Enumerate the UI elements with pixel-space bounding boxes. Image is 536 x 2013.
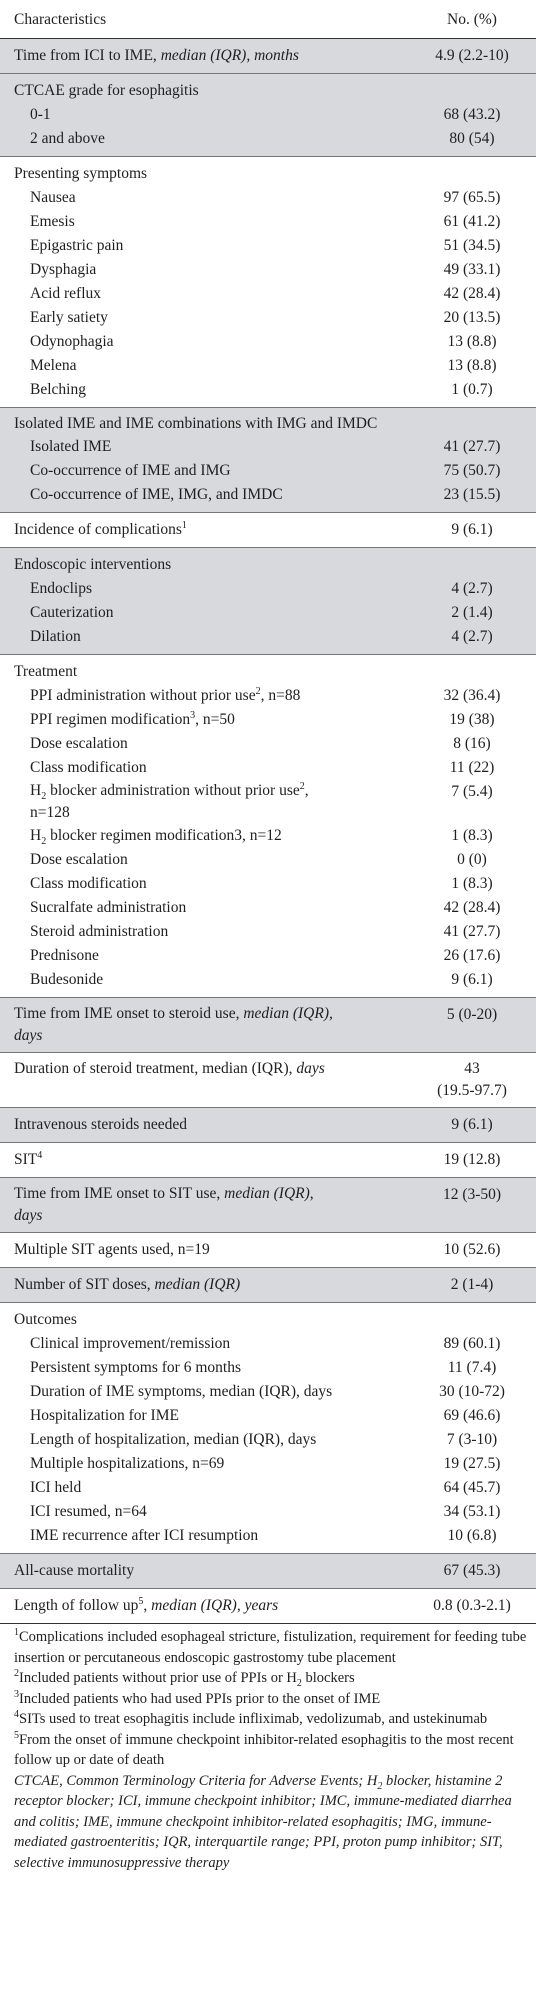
row-value: 34 (53.1) bbox=[443, 1503, 501, 1520]
table-row bbox=[0, 513, 536, 548]
row-label: Cauterization bbox=[30, 604, 114, 621]
table-row bbox=[0, 824, 536, 848]
footnote-2: $^2$Included patients without prior use of PPIs or $H_2$ blockers bbox=[14, 1668, 355, 1689]
row-value: 19 (27.5) bbox=[443, 1455, 501, 1472]
row-label: Intravenous steroids needed bbox=[0, 1108, 416, 1143]
table-row bbox=[0, 39, 536, 74]
row-label: Multiple hospitalizations, n=69 bbox=[30, 1455, 225, 1472]
table-row bbox=[0, 1053, 536, 1108]
table-row bbox=[0, 944, 536, 968]
row-value: 43 (19.5-97.7) bbox=[416, 1053, 536, 1108]
row-label: Endoclips bbox=[30, 580, 92, 597]
group-title: Endoscopic interventions bbox=[0, 548, 416, 578]
table-row bbox=[0, 1524, 536, 1554]
header-characteristics: Characteristics bbox=[0, 0, 416, 39]
row-label: Isolated IME bbox=[30, 438, 112, 455]
row-label: ICI held bbox=[30, 1479, 82, 1496]
table-row bbox=[0, 756, 536, 780]
row-value: 69 (46.6) bbox=[443, 1407, 501, 1424]
row-value: 41 (27.7) bbox=[416, 435, 536, 459]
table-row bbox=[0, 1476, 536, 1500]
row-label: Emesis bbox=[30, 213, 75, 230]
row-label: Co-occurrence of IME and IMG bbox=[30, 462, 231, 479]
row-label: Melena bbox=[30, 357, 77, 374]
row-value: 89 (60.1) bbox=[443, 1335, 501, 1352]
table-row bbox=[0, 1303, 536, 1333]
row-value: 20 (13.5) bbox=[443, 309, 501, 326]
row-label: Length of hospitalization, median (IQR), days bbox=[30, 1431, 317, 1448]
row-label: SIT$^4$ bbox=[0, 1143, 416, 1178]
table-row bbox=[0, 655, 536, 685]
row-label: $H_2$ blocker regimen modification3, n=12 bbox=[30, 827, 282, 848]
table-row bbox=[0, 103, 536, 127]
row-label: Budesonide bbox=[30, 971, 104, 988]
row-label: Belching bbox=[30, 381, 86, 398]
table-row bbox=[0, 1404, 536, 1428]
row-label: Class modification bbox=[30, 759, 147, 776]
table-row bbox=[0, 1143, 536, 1178]
row-value: 51 (34.5) bbox=[443, 237, 501, 254]
row-value: 4 (2.7) bbox=[416, 625, 536, 655]
row-value: 1 (8.3) bbox=[451, 875, 493, 892]
row-value: 32 (36.4) bbox=[443, 687, 501, 704]
table-row bbox=[0, 1178, 536, 1233]
table-row bbox=[0, 1589, 536, 1624]
row-value: 41 (27.7) bbox=[443, 923, 501, 940]
table-row bbox=[0, 896, 536, 920]
row-value: 9 (6.1) bbox=[416, 1108, 536, 1143]
row-value: 10 (6.8) bbox=[447, 1527, 497, 1544]
footnote-1: $^1$Complications included esophageal stricture, fistulization, requirement for feeding tube insertion or percutaneous endoscopic gastrostomy tube placement bbox=[14, 1627, 527, 1666]
table-row bbox=[0, 186, 536, 210]
table-row bbox=[0, 708, 536, 732]
group-title: Isolated IME and IME combinations with IMG and IMDC bbox=[0, 408, 416, 436]
row-label: IME recurrence after ICI resumption bbox=[30, 1527, 259, 1544]
table-row bbox=[0, 968, 536, 998]
table-row bbox=[0, 1428, 536, 1452]
table-row bbox=[0, 459, 536, 483]
row-label: Length of follow $up^5$, median (IQR), years bbox=[0, 1589, 416, 1624]
footnote-5: $^5$From the onset of immune checkpoint inhibitor-related esophagitis to the most recent follow up or date of death bbox=[14, 1729, 514, 1768]
row-value: 13 (8.8) bbox=[447, 333, 497, 350]
row-label: PPI administration without prior use$^2$, n=88 bbox=[30, 685, 301, 704]
row-label: 0-1 bbox=[30, 106, 51, 123]
row-value: 2 (1-4) bbox=[416, 1268, 536, 1303]
table-row bbox=[0, 127, 536, 157]
row-label: Number of SIT doses, median (IQR) bbox=[0, 1268, 416, 1303]
table-row bbox=[0, 780, 536, 824]
row-label: Dysphagia bbox=[30, 261, 97, 278]
row-value: 75 (50.7) bbox=[416, 459, 536, 483]
row-label: Odynophagia bbox=[30, 333, 114, 350]
row-value: 61 (41.2) bbox=[443, 213, 501, 230]
row-label: Duration of steroid treatment, median (IQR), days bbox=[0, 1053, 416, 1108]
table-row bbox=[0, 1332, 536, 1356]
header-number-percent: No. (%) bbox=[416, 0, 536, 39]
row-value: 2 (1.4) bbox=[416, 601, 536, 625]
row-value: 7 (5.4) bbox=[451, 783, 493, 800]
table-row bbox=[0, 920, 536, 944]
row-value: 9 (6.1) bbox=[451, 971, 493, 988]
row-value: 9 (6.1) bbox=[416, 513, 536, 548]
row-value: 42 (28.4) bbox=[443, 899, 501, 916]
table-row bbox=[0, 1500, 536, 1524]
row-label: Steroid administration bbox=[30, 923, 169, 940]
table-row bbox=[0, 1356, 536, 1380]
table-row bbox=[0, 330, 536, 354]
row-value: 64 (45.7) bbox=[443, 1479, 501, 1496]
row-label: Multiple SIT agents used, n=19 bbox=[0, 1233, 416, 1268]
row-value: 68 (43.2) bbox=[416, 103, 536, 127]
row-label: PPI regimen modification$^3$, n=50 bbox=[30, 709, 235, 728]
table-row bbox=[0, 1380, 536, 1404]
table-row bbox=[0, 408, 536, 436]
table-row bbox=[0, 157, 536, 187]
table-row bbox=[0, 234, 536, 258]
row-label: Duration of IME symptoms, median (IQR), days bbox=[30, 1383, 333, 1400]
row-label: Dose escalation bbox=[30, 851, 128, 868]
row-value: 5 (0-20) bbox=[416, 998, 536, 1053]
row-label: Prednisone bbox=[30, 947, 99, 964]
table-row bbox=[0, 548, 536, 578]
row-label: Co-occurrence of IME, IMG, and IMDC bbox=[30, 486, 283, 503]
table-row bbox=[0, 1108, 536, 1143]
table-row bbox=[0, 483, 536, 513]
row-value: 10 (52.6) bbox=[416, 1233, 536, 1268]
row-value: 30 (10-72) bbox=[439, 1383, 505, 1400]
row-label: Hospitalization for IME bbox=[30, 1407, 179, 1424]
row-label: Time from IME onset to SIT use, median (IQR), days bbox=[0, 1178, 416, 1233]
row-label: Time from IME onset to steroid use, median (IQR), days bbox=[0, 998, 416, 1053]
table-row bbox=[0, 684, 536, 708]
table-row bbox=[0, 577, 536, 601]
row-label: ICI resumed, n=64 bbox=[30, 1503, 147, 1520]
row-label: Persistent symptoms for 6 months bbox=[30, 1359, 241, 1376]
row-value: 1 (0.7) bbox=[451, 381, 493, 398]
row-value: 1 (8.3) bbox=[451, 827, 493, 844]
table-row bbox=[0, 998, 536, 1053]
row-value: 80 (54) bbox=[416, 127, 536, 157]
table-row bbox=[0, 378, 536, 408]
row-value: 26 (17.6) bbox=[443, 947, 501, 964]
table-row bbox=[0, 210, 536, 234]
row-value: 4 (2.7) bbox=[416, 577, 536, 601]
group-title: Outcomes bbox=[0, 1303, 416, 1333]
row-value: 7 (3-10) bbox=[446, 1431, 498, 1448]
footnote-4: $^4$SITs used to treat esophagitis include infliximab, vedolizumab, and ustekinumab bbox=[14, 1709, 488, 1727]
row-value: 19 (12.8) bbox=[416, 1143, 536, 1178]
table-row bbox=[0, 282, 536, 306]
row-value: 42 (28.4) bbox=[443, 285, 501, 302]
row-label: Early satiety bbox=[30, 309, 108, 326]
table-row bbox=[0, 74, 536, 104]
table-row bbox=[0, 354, 536, 378]
table-footnotes bbox=[0, 1623, 536, 1873]
row-value: 11 (7.4) bbox=[447, 1359, 497, 1376]
table-row bbox=[0, 848, 536, 872]
row-label: Sucralfate administration bbox=[30, 899, 187, 916]
row-label: Nausea bbox=[30, 189, 76, 206]
row-label: Class modification bbox=[30, 875, 147, 892]
row-value: 12 (3-50) bbox=[416, 1178, 536, 1233]
row-value: 0 (0) bbox=[457, 851, 487, 868]
row-value: 0.8 (0.3-2.1) bbox=[416, 1589, 536, 1624]
group-title: Treatment bbox=[0, 655, 416, 685]
table-row bbox=[0, 625, 536, 655]
table-row bbox=[0, 732, 536, 756]
row-value: 67 (45.3) bbox=[416, 1554, 536, 1589]
table-row bbox=[0, 1268, 536, 1303]
table-header-row bbox=[0, 0, 536, 39]
table-row bbox=[0, 435, 536, 459]
row-value: 8 (16) bbox=[453, 735, 491, 752]
row-label: $H_2$ blocker administration without prior use$^2$, n=128 bbox=[30, 780, 309, 821]
row-label: Incidence of complications$^1$ bbox=[0, 513, 416, 548]
row-label: Epigastric pain bbox=[30, 237, 124, 254]
row-value: 23 (15.5) bbox=[416, 483, 536, 513]
row-label: Clinical improvement/remission bbox=[30, 1335, 231, 1352]
row-value: 13 (8.8) bbox=[447, 357, 497, 374]
row-value: 4.9 (2.2-10) bbox=[416, 39, 536, 74]
table-row bbox=[0, 601, 536, 625]
table-row bbox=[0, 258, 536, 282]
row-value: 19 (38) bbox=[449, 711, 495, 728]
row-label: Time from ICI to IME, median (IQR), months bbox=[0, 39, 416, 74]
row-label: Dose escalation bbox=[30, 735, 128, 752]
row-label: All-cause mortality bbox=[0, 1554, 416, 1589]
row-value: 49 (33.1) bbox=[443, 261, 501, 278]
table-row bbox=[0, 872, 536, 896]
footnote-3: $^3$Included patients who had used PPIs prior to the onset of IME bbox=[14, 1688, 381, 1707]
row-value: 11 (22) bbox=[449, 759, 495, 776]
row-label: 2 and above bbox=[30, 130, 105, 147]
table-row bbox=[0, 1452, 536, 1476]
table-row bbox=[0, 1233, 536, 1268]
group-title: Presenting symptoms bbox=[0, 157, 416, 187]
row-label: Acid reflux bbox=[30, 285, 102, 302]
row-label: Dilation bbox=[30, 628, 81, 645]
abbreviations-note: CTCAE, Common Terminology Criteria for Adverse Events; $H_2$ blocker, histamine 2 receptor blocker; ICI, immune checkpoint inhibitor; IMC, immune-mediated diarrhea and colitis; IME, immune checkpoint inhibitor-related esophagitis; IMG, immune-mediated gastroenteritis; IQR, interquartile range; PPI, proton pump inhibitor; SIT, selective immunosuppressive therapy bbox=[14, 1772, 512, 1871]
group-title: CTCAE grade for esophagitis bbox=[0, 74, 416, 104]
row-value: 97 (65.5) bbox=[443, 189, 501, 206]
table-row bbox=[0, 306, 536, 330]
table-row bbox=[0, 1554, 536, 1589]
